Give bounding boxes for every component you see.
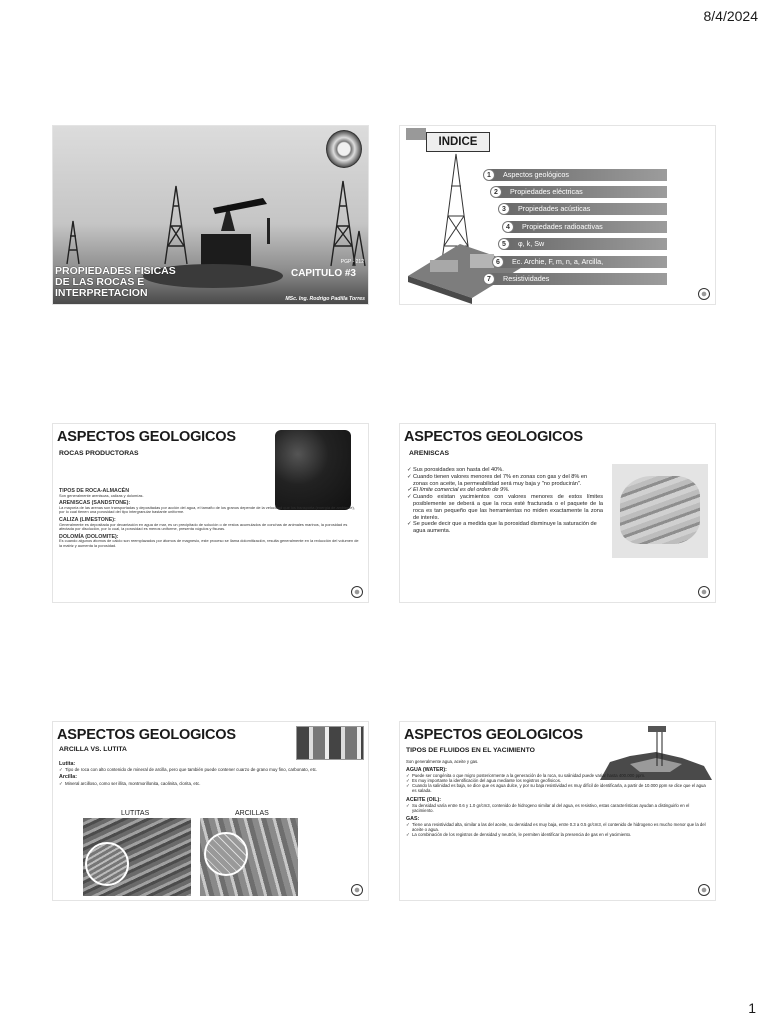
index-item[interactable]: Propiedades radioactivas: [508, 221, 667, 233]
university-logo-icon: [698, 586, 710, 598]
author: MSc. Ing. Rodrigo Padilla Torres: [285, 296, 365, 302]
presentation-title: PROPIEDADES FISICAS DE LAS ROCAS E INTERPRETACION: [55, 265, 176, 299]
dolomite-text: Es cuando algunos átomos de calcio son reemplazados por átomos de magnesio, este proceso se llama dolomitización, resulta generalmente en la reducción del volumen de la matriz y aumenta la porosidad.: [59, 538, 359, 548]
oil-heading: ACEITE (OIL):: [406, 796, 442, 803]
limestone-text: Generalmente es depositada por decantación en agua de mar, es un precipitado de solución o de restos acumulados de conchas de animales marinos, la porosidad es afectada por disolución, por lo cual, la porosidad es menos uniforme, presenta vúgulos y fisuras.: [59, 521, 348, 532]
slide-arcilla-lutita[interactable]: [53, 722, 368, 900]
slide-subtitle: ARCILLA VS. LUTITA: [59, 746, 127, 753]
index-number: 5: [498, 238, 510, 250]
bullet-item: ✓ Sus porosidades son hasta del 40%.: [407, 467, 603, 474]
index-number: 6: [492, 256, 504, 268]
index-item[interactable]: Propiedades eléctricas: [496, 186, 667, 198]
sandstone-image: [612, 464, 708, 558]
course-code: PGP - 212: [340, 259, 364, 265]
index-number: 1: [483, 169, 495, 181]
water-bullet: ✓ Puede ser congénita o que migro posteriormente a la generación de la roca, su salinidad puede variar hasta 400.000 ppm.: [406, 773, 706, 778]
arcilla-heading: Arcilla:: [59, 774, 77, 781]
clay-samples-image: [296, 726, 364, 760]
index-heading: INDICE: [426, 132, 490, 152]
intro-text: Son generalmente agua, aceite y gas.: [406, 759, 479, 764]
slide-title: ASPECTOS GEOLOGICOS: [57, 727, 236, 743]
section-heading: TIPOS DE ROCA-ALMACÉN: [59, 488, 130, 494]
lutita-bullet: ✓ Tipo de roca con alto contenido de mineral de arcilla, pero que también puede contener cuarzo de grano muy fino, carbonato, etc.: [59, 767, 364, 772]
dolomite-heading: DOLOMÍA (DOLOMITE):: [59, 533, 119, 540]
limestone-heading: CALIZA (LIMESTONE):: [59, 516, 116, 523]
university-logo-icon: [351, 586, 363, 598]
index-number: 3: [498, 203, 510, 215]
bullet-item: ✓ Cuando tienen valores menores del 7% en zonas con gas y del 8% en zonas con aceite, la permeabilidad será muy baja y "no producirán".: [407, 474, 603, 488]
arcillas-label: ARCILLAS: [235, 810, 269, 817]
index-number: 4: [502, 221, 514, 233]
clay-image: [200, 818, 298, 896]
slide-subtitle: ROCAS PRODUCTORAS: [59, 450, 139, 457]
gas-bullet: ✓ La combinación de los registros de densidad y neutrón, le permiten identificar la presencia de gas en el yacimiento.: [406, 832, 706, 837]
gas-bullet: ✓ Tiene una resistividad alta, similar a las del aceite, su densidad es muy baja, entre 0.3 a 0.5 gr/cm3, el contenido de hidrogeno es mucho menor que la del aceite o agua.: [406, 822, 706, 832]
shale-image: [83, 818, 191, 896]
water-bullet: ✓ Es muy importante la identificación del agua mediante los registros geofísicos.: [406, 778, 706, 783]
arcilla-bullet: ✓ Mineral arcilloso, como ser illita, montmorillonita, caolinita, clorita, etc.: [59, 781, 364, 786]
oil-bullet: ✓ Su densidad varía entre 0.6 y 1.0 gr/cm3, contenido de hidrogeno similar al del agua, es resistivo, estas características ayudan a distinguirlo en el yacimiento.: [406, 803, 706, 813]
lutitas-label: LUTITAS: [121, 810, 150, 817]
bullet-item: ✓ El límite comercial es del orden de 9%.: [407, 487, 603, 494]
index-number: 2: [490, 186, 502, 198]
index-item[interactable]: Resistividades: [489, 273, 667, 285]
bullet-item: ✓ Cuando existan yacimientos con valores menores de estos límites posiblemente se deberá a que la roca esté fracturada o el paquete de la roca es tan pequeño que las herramientas no miden exactamente la zona de interés.: [407, 494, 603, 521]
chapter-label: CAPITULO #3: [290, 268, 356, 279]
slide-title: ASPECTOS GEOLOGICOS: [404, 727, 583, 743]
sandstone-heading: ARENISCAS (SANDSTONE):: [59, 500, 131, 507]
slide-title: ASPECTOS GEOLOGICOS: [57, 429, 236, 445]
lutita-heading: Lutita:: [59, 761, 76, 767]
slide-subtitle: TIPOS DE FLUIDOS EN EL YACIMIENTO: [406, 747, 535, 754]
intro-text: Son generalmente areniscas, calizas y dolomías.: [59, 492, 144, 498]
water-bullet: ✓ Cuando la salinidad es baja, se dice que es agua dulce, y por su baja resistividad es muy difícil de identificarla, a partir de 10.000 ppm se dice que el agua es salada.: [406, 783, 706, 793]
slide-subtitle: ARENISCAS: [409, 450, 450, 457]
slide-rocas-productoras[interactable]: [53, 424, 368, 602]
slide-title[interactable]: [53, 126, 368, 304]
gas-heading: GAS:: [406, 815, 420, 822]
index-number: 7: [483, 273, 495, 285]
bullet-list: [407, 467, 603, 535]
bullet-item: ✓ Se puede decir que a medida que la porosidad disminuye la saturación de agua aumenta.: [407, 521, 603, 535]
university-logo-icon: [698, 288, 710, 300]
index-item[interactable]: Propiedades acústicas: [504, 203, 667, 215]
water-heading: AGUA (WATER):: [406, 767, 447, 774]
sandstone-text: La mayoría de las arenas son transportadas y depositadas por acción del agua, el tamaño de los granos depende de la velocidad que los transporta (energía de ambiente), por lo cual tienen una porosidad del tipo intergranular bastante uniforme.: [59, 504, 355, 515]
university-seal-icon: [326, 130, 362, 168]
slide-fluidos[interactable]: [400, 722, 715, 900]
slide-title: ASPECTOS GEOLOGICOS: [404, 429, 583, 445]
index-item[interactable]: Aspectos geológicos: [489, 169, 667, 181]
university-logo-icon: [698, 884, 710, 896]
university-logo-icon: [351, 884, 363, 896]
slide-index[interactable]: [400, 126, 715, 304]
index-item[interactable]: φ, k, Sw: [504, 238, 667, 250]
print-date: 8/4/2024: [703, 8, 758, 24]
slide-areniscas[interactable]: [400, 424, 715, 602]
index-item[interactable]: Ec. Archie, F, m, n, a, Arcilla,: [498, 256, 667, 268]
page-number: 1: [748, 1000, 756, 1016]
